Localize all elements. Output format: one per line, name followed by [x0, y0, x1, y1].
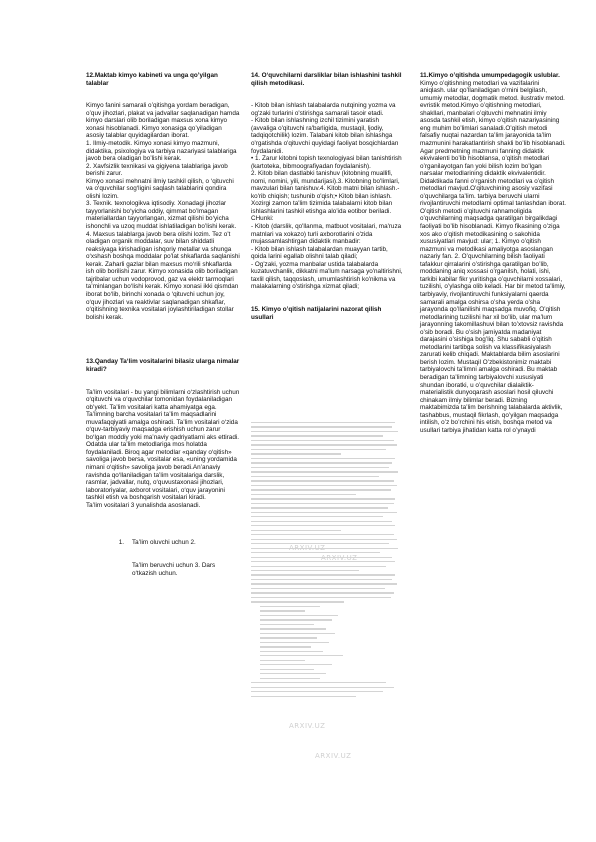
scan-text-line [251, 471, 398, 472]
scan-text-line [260, 633, 335, 634]
scan-text-line [251, 588, 385, 589]
scan-text-line [251, 507, 388, 508]
scan-text-line [251, 601, 344, 602]
scan-text-line [251, 579, 392, 580]
scan-text-line [251, 592, 394, 593]
list-item [86, 562, 240, 577]
scan-text-line [260, 664, 332, 665]
scan-text-line [260, 669, 314, 670]
scan-text-line [251, 512, 397, 513]
scan-text-line [260, 615, 338, 616]
scan-text-line [251, 480, 394, 481]
scan-text-line [251, 687, 394, 688]
scan-text-line [251, 597, 391, 598]
column-middle [251, 57, 405, 336]
scan-text-line [251, 426, 392, 427]
embedded-page-image [251, 422, 401, 809]
scan-text-line [251, 494, 356, 495]
scan-text-line [251, 462, 392, 463]
scan-text-line [251, 682, 386, 683]
list-item-number [86, 562, 132, 577]
question-13-heading: 13.Qanday Ta‘lim vositalarini bilasiz ularga nimalar kiradi? [86, 358, 242, 373]
list-item-number: 1. [118, 539, 124, 547]
question-11-text: Kimyo o’qitishning metodlari va vazifalarini aniqlash. ular qo’llaniladigan o’rnini belgilash, umumiy metodlar, dogmatik metod. ilustrativ metod. evristik metod.Kimyo o’qitishning metodlari, shakllari, manbalari o’qituvchi mehnatini ilmiy asosda tashkil etish, kimyo o’qitish nazariyasining eng muhim bo’limlari sanaladi.O’qitish metodi falsafiy nuqtai nazardan ta’lim jarayonida ta’lim mazmunini harakatlantirish shakli bo’lib hisoblanadi. Agar predmetning mazmuni fanning didaktik ekvivalenti bo’lib hisoblansa, o’qitish metodlari o’rganilayotgan fan yoki bilish lozim bo’lgan narsalar metodlarining didaktik ekvivalentidir. Didaktikada fanni o’rganish metodlari va o’qitish metodlari mavjud.O’qituvchining asosiy vazifasi o’quvchilarga ta’lim. tarbiya beruvchi ularni rivojlantiruvchi metodlarni optimal tanlashdan iborat. O’qitish metodi o’qituvchi rahnamoligida o’quvchilarning maqsadga qaratilgan birgalikdagi faoliyati bo’lib hisoblanadi. Kimyo fikasining o’ziga xos ako o’qitish metodikasining o sakohida xususiyatlari mavjud: ular; 1. Kimyo o’qitish mazmuni va metodikasi amaliyotga asoslangan nazariy fan. 2. O’quvchilarning bilish faoliyati tafakkur qirralarini o’stirishga qaratilgan bo’lib, moddaning aniq xossasi o’rganilsh, holati, ishi, tarkibi kabilar fikr yuritishga o’quvchilarni xossalari, tuzilishi, o’ylashga olib keladi. Har bir metod ta’limiy, tarbiyaviy, rivojlantiruvchi funksiyalarni qaerda samarali amalga oshirsa o’sha yerda o’sha jarayonda qo’llanilishi maqsadga muvofiq. O’qitish metodlarining tuzilishi har xil bo’lib, ular ma’lum jarayonning takomillashuvi bilan to’xtovsiz ravishda o’sib boradi. Bu o’sish jamiyatda madaniyat darajasini o’sishiga bog’liq. Shu sababli o’qitish metodlarini tartibga solish va klassifikasiyalash zarurati kelib chiqadi. Maktablarda bilim asoslarini berish lozim. Mustaqil O’zbekistonimiz maktabi tarbiyalovchi ta’limni amalga oshiradi. Bu maktab beradigan ta’limning tarbiyalovchi xususiyati shundan iboratki, u o’quvchilar dialaiktik-materialistik dunyoqarash asoslari hosil qiluvchi chinakam ilmiy bilimlar beradi. Bizning maktabimizda ta’lim berishning talabalarda aktivlik, tashabbus, mustaqil fikrlash, qo’yilgan maqsadga intilish, o’z bo’rchini his etish, boshqa metod va usullari tarbiya jihatidan katta rol o’ynaydi [420, 79, 568, 434]
question-12-text: Kimyo fanini samarali o’qitishga yordam beradigan, o’quv jihozlari, plakat va jadvallar saqlanadigan hamda kimyo darslari olib boriladigan maxsus xona kimyo xonasi hisoblanadi. Kimyo xonasiga qo’yiladigan asosiy talablar quyidagilardan iborat. 1. Ilmiy-metodik. Kimyo xonasi kimyo mazmuni, didaktika, psixologiya va tarbiya nazariyasi talablariga javob bera oladigan bo’lishi kerak. 2. Xavfsizlik texnikasi va gigiyena talablariga javob berishi zarur. Kimyo xonasi mehnatni ilmiy tashkil qilish, o ‘qituvchi va o‘quvchilar sog‘ligini saqlash talablarini qondira olishi lozim. 3. Texnik. texnologikva iqtisodiy. Xonadagi jihozlar tayyorlanishi bo‘yicha oddiy, qimmat bo’lmagan materiallardan tayyorlangan, xizmat qilishi bo‘yicha ishonchli va uzoq muddat ishlatiladigan bo’lishi kerak. 4. Maxsus talablarga javob bera olishi lozim. Tez o’t oladigan organik moddalar, suv bilan shiddatli reaksiyaga kirishadigan ishqoriy metallar va shunga o‘xshash boshqa moddalar po’lat shkaflarda saqlanishi kerak. Zaharli gazlar bilan maxsus mo‘rili shkaflarda ish olib borilishi zarur. Kimyo xonasida olib boriladigan tajribalar uchun vodoprovod, gaz va elektr tarmoqlari ta’minlangan bo‘lishi kerak. Kimyo xonasi ikki qismdan iborat bo‘lib, birinchi xonada o ‘qituvchi uchun joy, o‘quv jihozlari va reaktivlar saqlanadigan shkaflar, o‘qitishning texnika vositalari joylashtiriladigan stollar bolishi kerak. [86, 102, 240, 321]
scan-text-line [251, 516, 383, 517]
scan-text-line [260, 651, 323, 652]
scan-text-line [251, 431, 398, 432]
scan-text-line [251, 476, 379, 477]
scan-text-line [251, 503, 394, 504]
scan-text-line [251, 696, 356, 697]
scan-text-line [251, 530, 341, 531]
scan-text-line [251, 525, 395, 526]
scan-text-line [251, 489, 391, 490]
column-left [86, 57, 240, 607]
watermark: ARXIV.UZ [321, 554, 358, 562]
scan-text-line [260, 655, 343, 656]
means-list [86, 524, 240, 592]
list-item-text: Ta’lim beruvchi uchun 3. Dars o‘tkazish uchun. [132, 562, 217, 577]
question-11-block [420, 72, 566, 434]
scan-text-line [251, 458, 395, 459]
scan-text-line [260, 628, 326, 629]
scan-text-line [251, 485, 397, 486]
scan-text-line [251, 498, 395, 499]
scan-text-line [251, 539, 397, 540]
scan-text-line [251, 552, 380, 553]
scan-text-line [251, 583, 397, 584]
scan-text-line [260, 610, 305, 611]
watermark: ARXIV.UZ [289, 722, 326, 730]
scan-text-line [251, 521, 392, 522]
scan-text-line [260, 619, 332, 620]
question-14-text: - Kitob bilan ishlash talabalarda nutqining yozma va og'zaki turlarini o'stirishga samarali tasoir etadi. - Kitob bilan ishlashning izchil tizimini yaratish (avvaliga o'qituvchi ra'barligida, mustaqil, ljodiy, tadqiqotchilik) lozim. Talabani kitob bilan ishlashga o'rgatishda o'qituvchi quyidagi faoliyat bosqichlardan foydalanidi. • 1. Zarur kitobni topish texnologiyasi bilan tanishtirish (kartoteka, bibmoografiyadan foydalanish). 2. Kitob bilan dastlabki tanishuv (kitobning muallifi, nomi, nomini, yili, mundarijasi).3. Kitobning bo'limlari, mavzulari bilan tanishuv.4. Kitob matni bilan ishlash.- ko'rib chiqish; tushunib o'qish;• Kitob bilan ishlash. Xozirgi zamon ta'lim tizimida talabalarni kitob bilan ishlashlarini tashkil etishga alo'ida eotibor beriladi. CHunki: - Kitob (darslik, qo'llanma, matbuot vositalari, ma'ruza matnlari va xokazo) turli axborotlarini o'zida mujassamlashtirgan didaktik manbadir: - Kitob bilan ishlash talabalardan muayyan tartib, qoida larini egallab olishni talab qiladi; - Og'zaki, yozma manbalar ustida talabalarda kuzatuvchanlik, dikkatni ma'lum narsaga yo'naltirishni, taxlil qilish, taqqoslash, umumlashtirish ko'nikma va malakalarning o'stirishga xizmat qiladi; [251, 102, 403, 291]
scan-text-line [251, 440, 394, 441]
scan-text-line [251, 444, 397, 445]
question-13-text: Ta’lim vositalari - bu yangi bilimlarni o‘zlashtirish uchun o‘qituvchi va o‘quvchilar tomonidan foydalaniladigan ob’yekt. Ta’lim vositalari katta ahamiyatga ega. Ta’limning barcha vositalari ta’lim maqsadlarini muvafaqqiyatli amalga oshiradi. Ta’lim vositalari o‘zida o‘quv-tarbiyaviy maqsadga erishish uchun zarur bo‘lgan moddiy yoki ma’naviy qadriyatlarni aks ettiradi. Odatda ular ta’lim metodlariga mos holatda foydalaniladi. Biroq agar metodlar «qanday o‘qitish» savoliga javob bersa, vositalar esa, «uning yordamida nimani o‘qitish» savoliga javob beradi.An’anaviy ravishda qo‘llaniladigan ta’lim vositalariga darslik, rasmlar, jadvallar, nutq, o‘quvustaxonasi jihozlari, laboratoriyalar, axborot vositalari, o‘quv jarayonini tashkil etish va boshqarish vositalari kiradi. Ta’lim vositalari 3 yunalishda asoslanadi. [86, 388, 240, 509]
question-15-heading: 15. Kimyo o’qitish natijalarini nazorat qilish usullari [251, 306, 384, 321]
scan-text-line [251, 435, 383, 436]
scan-text-line [260, 637, 317, 638]
list-item [86, 539, 240, 547]
watermark: ARXIV.UZ [315, 752, 352, 760]
scan-text-line [251, 422, 395, 423]
column-right [420, 57, 566, 449]
scan-text-line [260, 606, 320, 607]
scan-text-line [260, 673, 326, 674]
scan-text-line [251, 449, 386, 450]
scan-text-line [260, 678, 320, 679]
scan-text-line [260, 646, 311, 647]
scan-text-line [251, 570, 359, 571]
scan-text-line [251, 453, 341, 454]
scan-text-line [251, 534, 394, 535]
scan-text-line [260, 624, 314, 625]
scan-text-line [251, 467, 389, 468]
scan-text-line [251, 574, 395, 575]
scan-text-line [251, 691, 383, 692]
question-11-heading: 11.Kimyo o’qitishda umumpedagogik uslublar. [420, 72, 560, 80]
list-item-text: Ta’lim oluvchi uchun 2. [132, 539, 196, 547]
question-14-heading: 14. O‘quvchilarni darsliklar bilan ishlashini tashkil qilish metodikasi. [251, 72, 404, 87]
question-12-heading: 12.Maktab kimyo kabineti va unga qo’yilgan talablar [86, 72, 220, 87]
scan-text-line [260, 660, 305, 661]
scan-text-line [251, 566, 386, 567]
watermark: ARXIV.UZ [289, 544, 326, 552]
scan-text-line [260, 642, 329, 643]
